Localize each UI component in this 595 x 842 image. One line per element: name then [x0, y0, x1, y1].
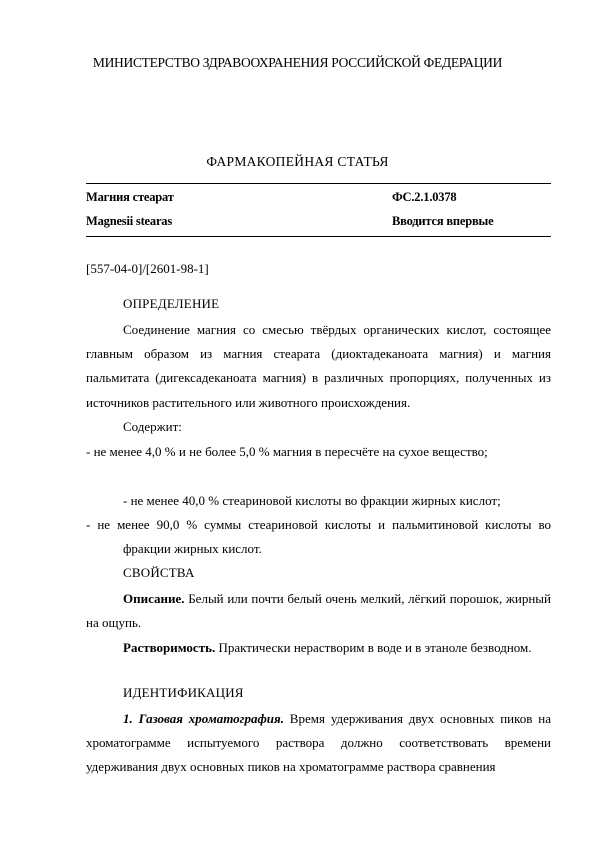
- divider-top: [86, 183, 551, 184]
- description-paragraph: [86, 587, 551, 635]
- monograph-code: ФС.2.1.0378: [392, 190, 457, 204]
- description-label: Описание.: [123, 591, 185, 606]
- section-heading-properties: СВОЙСТВА: [123, 565, 195, 580]
- contains-item-magnesium: [86, 440, 551, 464]
- identification-paragraph: [86, 707, 551, 780]
- article-title: ФАРМАКОПЕЙНАЯ СТАТЬЯ: [206, 154, 389, 169]
- definition-paragraph: Соединение магния со смесью твёрдых органических кислот, состоящее главным образом из магния стеарата (диоктадеканоата магния) и магния пальмитата (дигексадеканоата магния) в различных пропорциях, полученных из источников растительного или животного происхождения.: [86, 322, 551, 410]
- solubility-text: Практически нерастворим в воде и в этаноле безводном.: [215, 640, 532, 655]
- name-latin: Magnesii stearas: [86, 214, 173, 228]
- section-heading-identification: ИДЕНТИФИКАЦИЯ: [123, 685, 244, 700]
- solubility-label: Растворимость.: [123, 640, 216, 655]
- contains-item-stearic: - не менее 40,0 % стеариновой кислоты во фракции жирных кислот;: [123, 493, 501, 508]
- monograph-status: Вводится впервые: [392, 214, 494, 228]
- contains-item-sum: [86, 513, 551, 561]
- identification-text: Время удерживания двух основных пиков на хроматограмме испытуемого раствора должно соответствовать времени удерживания двух основных пиков на хроматограмме раствора сравнения: [86, 711, 552, 775]
- name-russian: Магния стеарат: [86, 190, 174, 204]
- contains-label: Содержит:: [123, 419, 182, 434]
- contains-item-text: - не менее 90,0 % суммы стеариновой кислоты и пальмитиновой кислоты во фракции жирных кислот.: [86, 517, 551, 557]
- cas-numbers: [557-04-0]/[2601-98-1]: [86, 261, 209, 276]
- description-text: Белый или почти белый очень мелкий, лёгкий порошок, жирный на ощупь.: [86, 591, 551, 631]
- ministry-header: МИНИСТЕРСТВО ЗДРАВООХРАНЕНИЯ РОССИЙСКОЙ ФЕДЕРАЦИИ: [92, 55, 503, 70]
- identification-label: 1. Газовая хроматография.: [123, 711, 284, 726]
- contains-item-text: - не менее 4,0 % и не более 5,0 % магния в пересчёте на сухое вещество;: [86, 444, 488, 459]
- solubility-paragraph: [86, 636, 551, 660]
- section-heading-definition: ОПРЕДЕЛЕНИЕ: [123, 296, 220, 311]
- divider-bottom: [86, 236, 551, 237]
